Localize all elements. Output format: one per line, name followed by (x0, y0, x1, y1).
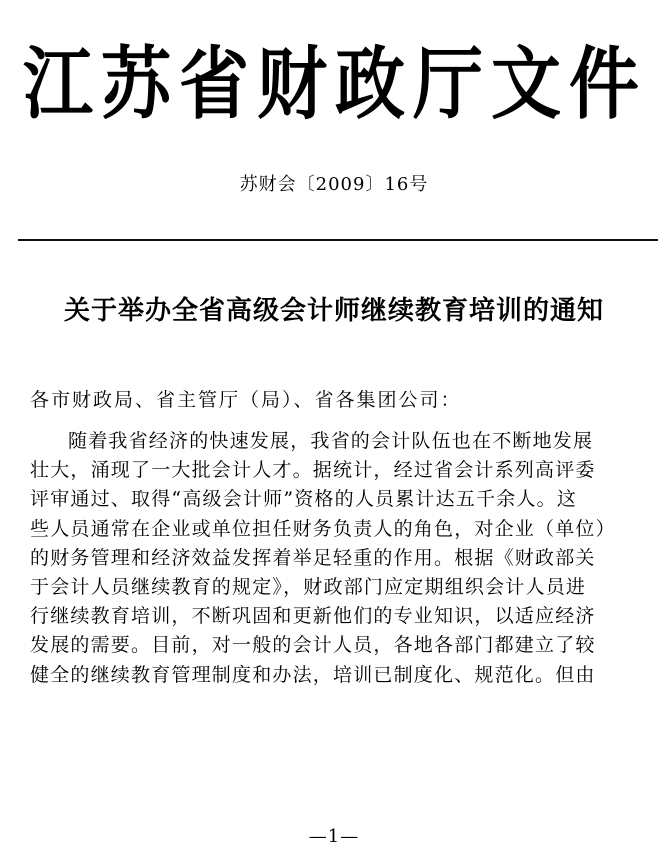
body-line: 发展的需要。目前，对一般的会计人员，各地各部门都建立了较 (30, 634, 596, 657)
page-number: —1— (308, 826, 360, 847)
body-line: 于会计人员继续教育的规定》，财政部门应定期组织会计人员进 (30, 575, 587, 598)
header-divider (18, 239, 658, 241)
body-line: 健全的继续教育管理制度和办法，培训已制度化、规范化。但由 (30, 663, 596, 686)
body-line: 行继续教育培训，不断巩固和更新他们的专业知识，以适应经济 (30, 605, 596, 628)
document-masthead: 江苏省财政厅文件 (23, 36, 647, 130)
notice-title: 关于举办全省高级会计师继续教育培训的通知 (63, 296, 604, 326)
body-line: 评审通过、取得“高级会计师”资格的人员累计达五千余人。这 (30, 488, 578, 511)
document-number: 苏财会〔2009〕16号 (239, 174, 429, 195)
salutation: 各市财政局、省主管厅（局）、省各集团公司： (30, 389, 462, 411)
body-line: 些人员通常在企业或单位担任财务负责人的角色，对企业（单位） (30, 517, 616, 540)
body-line: 随着我省经济的快速发展，我省的会计队伍也在不断地发展 (68, 430, 594, 452)
notice-body (30, 427, 666, 690)
body-line: 的财务管理和经济效益发挥着举足轻重的作用。根据《财政部关 (30, 546, 596, 569)
body-line: 壮大，涌现了一大批会计人才。据统计，经过省会计系列高评委 (30, 459, 596, 482)
